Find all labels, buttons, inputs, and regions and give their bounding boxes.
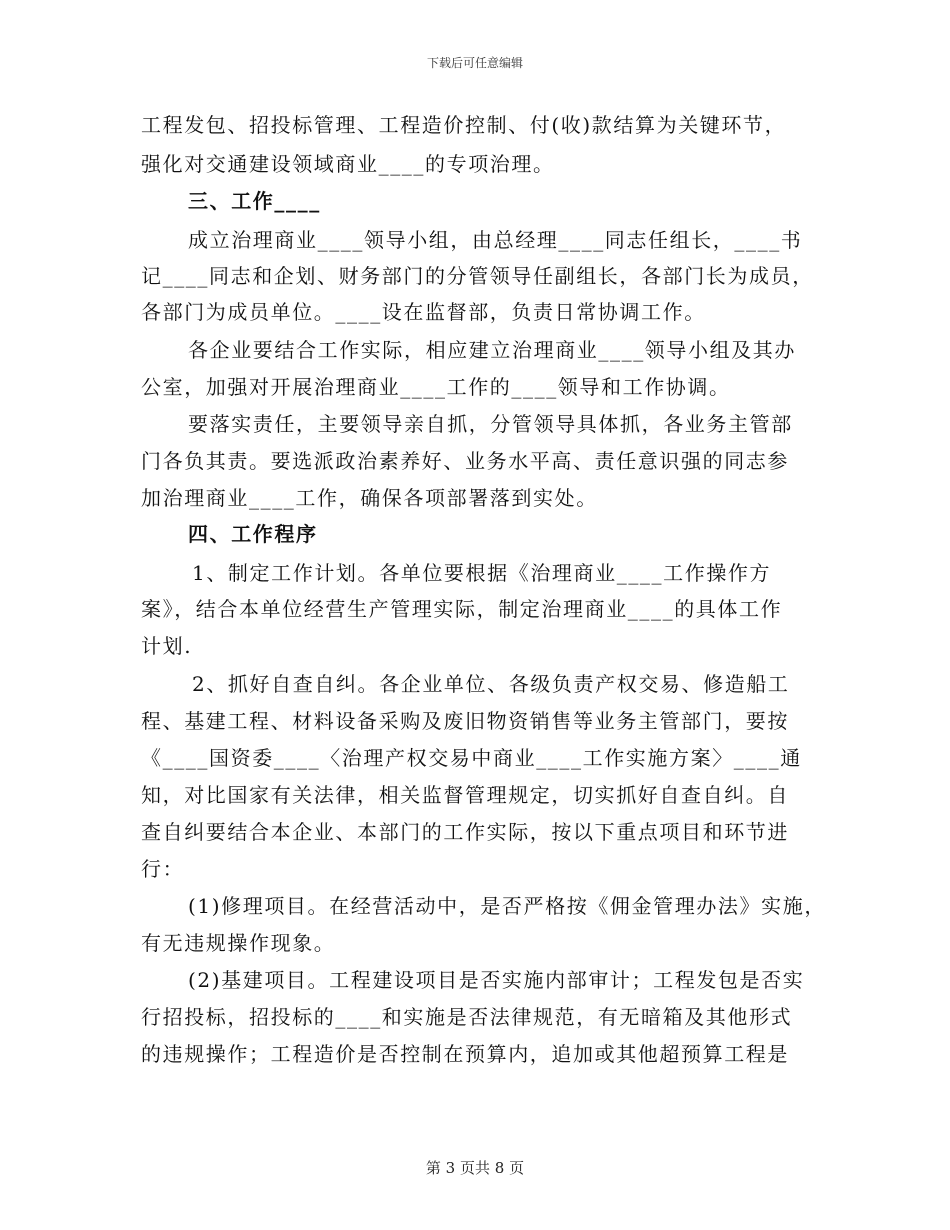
body-line: 加治理商业____工作，确保各项部署落到实处。 [141,486,598,510]
body-line: 1、制定工作计划。各单位要根据《治理商业____工作操作方 [192,561,772,585]
section-heading: 四、工作程序 [188,522,318,546]
body-line: 工程发包、招投标管理、工程造价控制、付(收)款结算为关键环节， [141,113,787,137]
body-line: 强化对交通建设领域商业____的专项治理。 [141,152,555,176]
body-line: 案》，结合本单位经营生产管理实际，制定治理商业____的具体工作 [141,597,783,621]
page-header: 下载后可任意编辑 [426,56,523,70]
section-heading: 三、工作____ [188,189,321,213]
body-line: 计划. [141,634,193,658]
body-line: 各企业要结合工作实际，相应建立治理商业____领导小组及其办 [188,338,796,362]
body-line: 知，对比国家有关法律，相关监督管理规定，切实抓好自查自纠。自 [141,783,789,807]
body-line: 要落实责任，主要领导亲自抓，分管领导具体抓，各业务主管部 [188,412,793,436]
body-line: 的违规操作；工程造价是否控制在预算内，追加或其他超预算工程是 [141,1042,789,1066]
body-line: 各部门为成员单位。____设在监督部，负责日常协调工作。 [141,300,706,324]
body-line: 行： [141,857,185,881]
body-line: (2)基建项目。工程建设项目是否实施内部审计；工程发包是否实 [188,968,805,992]
body-line: 成立治理商业____领导小组，由总经理____同志任组长，____书 [188,228,803,252]
body-line: 2、抓好自查自纠。各企业单位、各级负责产权交易、修造船工 [192,672,790,696]
body-line: 《____国资委____〈治理产权交易中商业____工作实施方案〉____通 [141,746,802,770]
body-line: 行招投标，招投标的____和实施是否法律规范，有无暗箱及其他形式 [141,1005,793,1029]
body-line: 有无违规操作现象。 [141,931,336,955]
body-line: 门各负其责。要选派政治素养好、业务水平高、责任意识强的同志参 [141,449,789,473]
body-line: 公室，加强对开展治理商业____工作的____领导和工作协调。 [141,375,731,399]
body-line: 记____同志和企划、财务部门的分管领导任副组长，各部门长为成员， [141,264,814,288]
page-footer: 第 3 页共 8 页 [425,1159,525,1177]
body-line: 程、基建工程、材料设备采购及废旧物资销售等业务主管部门，要按 [141,709,789,733]
body-line: (1)修理项目。在经营活动中，是否严格按《佣金管理办法》实施， [188,894,826,918]
body-line: 查自纠要结合本企业、本部门的工作实际，按以下重点项目和环节进 [141,820,789,844]
